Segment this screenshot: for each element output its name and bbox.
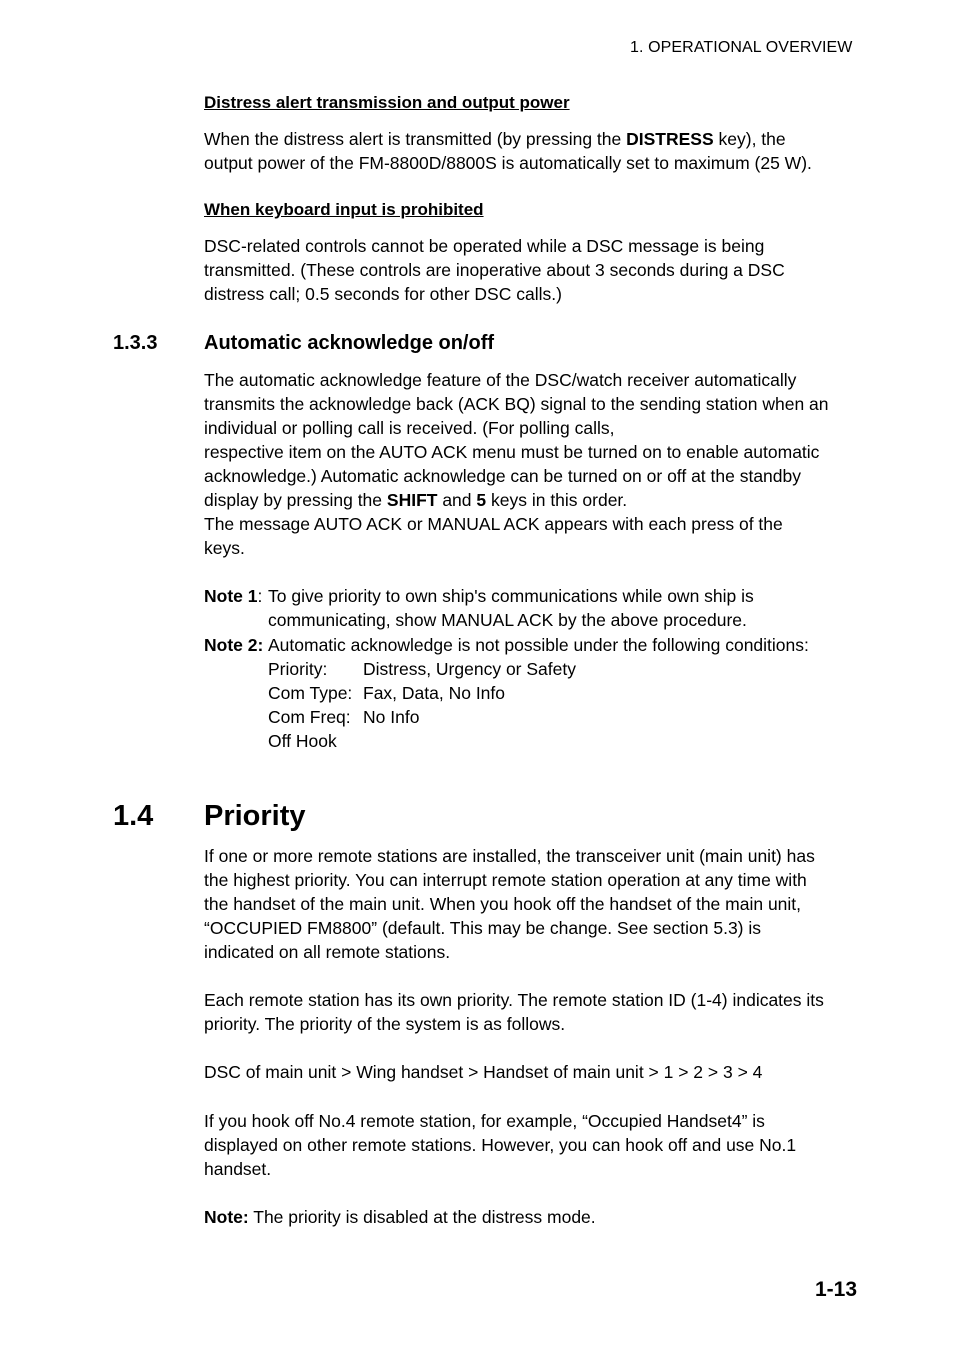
page-number: 1-13 [815, 1278, 858, 1301]
chapter-section-number: 1.4 [113, 800, 154, 832]
condition-row: Priority: Distress, Urgency or Safety [268, 659, 576, 679]
note-2-label: Note 2: [204, 635, 264, 655]
section-number: 1.3.3 [113, 332, 158, 354]
keyboard-paragraph: DSC-related controls cannot be operated while a DSC message is being transmitted. (These controls are inoperative about 3 seconds during a DSC distress call; 0.5 seconds for other DSC calls.) [204, 236, 785, 304]
note-1-label: Note 1 [204, 586, 258, 606]
auto-ack-paragraph: The automatic acknowledge feature of the DSC/watch receiver automatically transmits the acknowledge back (ACK BQ) signal to the sending station when an individual or polling call is received. (For polling calls, respective item on the AUTO ACK menu must be turned on to enable automatic acknowledge.) Automatic acknowledge can be turned on or off at the standby display by pressing the SHIFT and 5 keys in this order. The message AUTO ACK or MANUAL ACK appears with each press of the keys. [204, 370, 829, 558]
distress-heading: Distress alert transmission and output power [204, 93, 570, 112]
priority-paragraph-1: If one or more remote stations are installed, the transceiver unit (main unit) has the highest priority. You can interrupt remote station operation at any time with the handset of the main unit. When you hook off the handset of the main unit, “OCCUPIED FM8800” (default. This may be change. See section 5.3) is indicated on all remote stations. [204, 846, 815, 962]
priority-paragraph-2: Each remote station has its own priority. The remote station ID (1-4) indicates its priority. The priority of the system is as follows. [204, 990, 824, 1034]
chapter-section-title: Priority [204, 800, 306, 832]
running-header: 1. OPERATIONAL OVERVIEW [630, 39, 853, 56]
section-title: Automatic acknowledge on/off [204, 332, 495, 354]
distress-paragraph: When the distress alert is transmitted (by pressing the DISTRESS key), the output power of the FM-8800D/8800S is automatically set to maximum (25 W). [204, 129, 812, 173]
keyboard-heading: When keyboard input is prohibited [204, 200, 484, 219]
priority-note: Note: The priority is disabled at the distress mode. [204, 1207, 596, 1227]
condition-row: Off Hook [268, 731, 337, 751]
condition-row: Com Freq: No Info [268, 707, 420, 727]
note-2-text: Automatic acknowledge is not possible under the following conditions: Priority: Distress, Urgency or Safety Com Type: Fax, Data, No Info Com Freq: No Info Off Hook [268, 635, 809, 751]
priority-order: DSC of main unit > Wing handset > Handset of main unit > 1 > 2 > 3 > 4 [204, 1062, 763, 1082]
note-1-text: To give priority to own ship's communications while own ship is communicating, show MANUAL ACK by the above procedure. [268, 586, 754, 630]
priority-paragraph-3: If you hook off No.4 remote station, for example, “Occupied Handset4” is displayed on other remote stations. However, you can hook off and use No.1 handset. [204, 1111, 797, 1179]
condition-row: Com Type: Fax, Data, No Info [268, 683, 506, 703]
priority-note-label: Note: [204, 1207, 249, 1227]
note-1: Note 1: [204, 586, 263, 606]
